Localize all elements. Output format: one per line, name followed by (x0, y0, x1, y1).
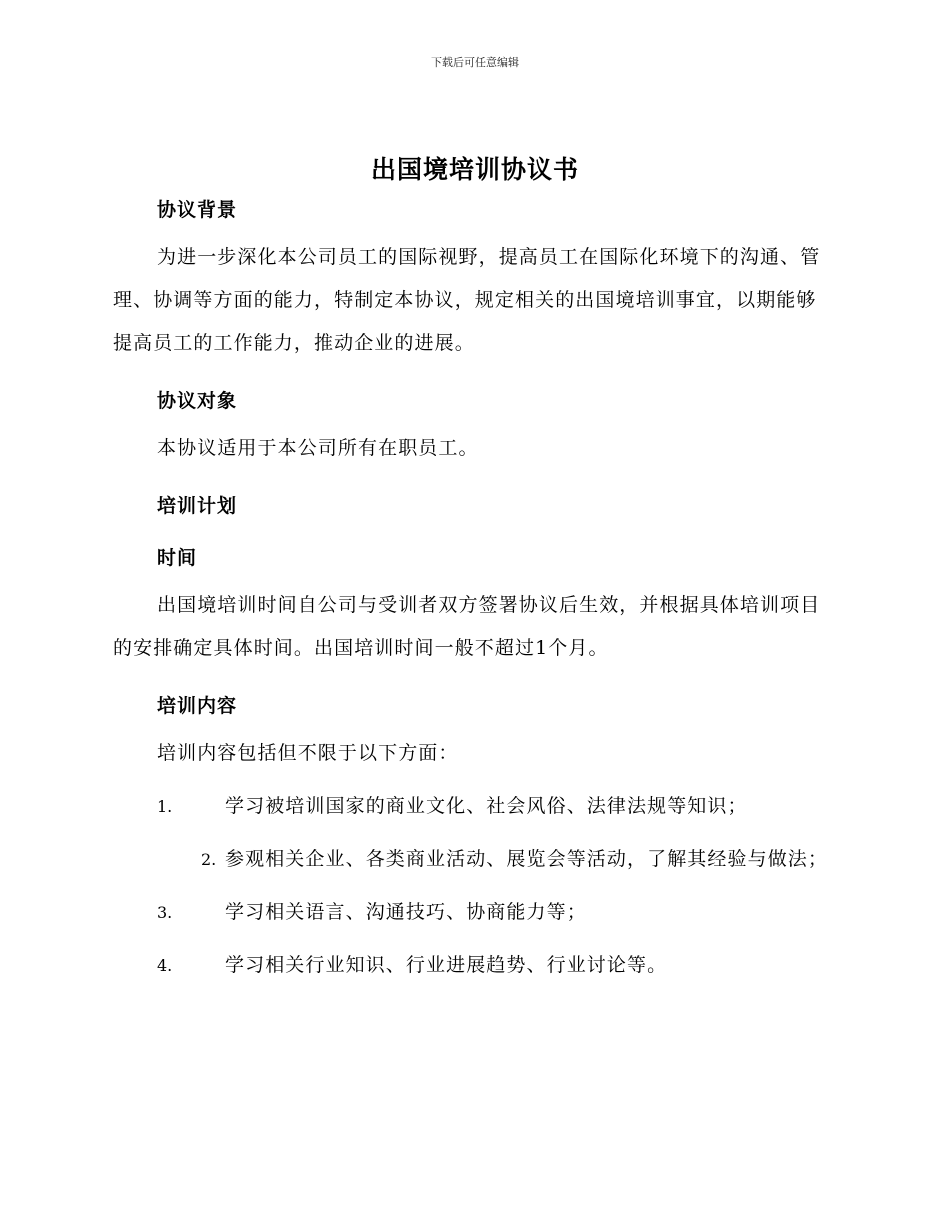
time-paragraph: 出国境培训时间自公司与受训者双方签署协议后生效，并根据具体培训项目的安排确定具体时间。出国培训时间一般不超过1个月。 (113, 594, 821, 659)
list-item-text: 参观相关企业、各类商业活动、展览会等活动，了解其经验与做法； (225, 848, 829, 870)
list-item-text: 学习被培训国家的商业文化、社会风俗、法律法规等知识； (225, 795, 748, 817)
page-header-note: 下载后可任意编辑 (431, 56, 519, 69)
document-title: 出国境培训协议书 (370, 155, 579, 184)
list-item-text: 学习相关语言、沟通技巧、协商能力等； (225, 901, 587, 923)
section-heading-plan: 培训计划 (157, 495, 238, 517)
target-paragraph: 本协议适用于本公司所有在职员工。 (157, 437, 479, 459)
list-item-text: 学习相关行业知识、行业进展趋势、行业讨论等。 (225, 954, 668, 976)
section-heading-content: 培训内容 (157, 695, 238, 717)
list-item-number: 3. (157, 903, 173, 922)
content-intro-paragraph: 培训内容包括但不限于以下方面： (157, 742, 459, 764)
list-item-number: 4. (157, 956, 173, 975)
background-paragraph: 为进一步深化本公司员工的国际视野，提高员工在国际化环境下的沟通、管理、协调等方面的能力，特制定本协议，规定相关的出国境培训事宜，以期能够提高员工的工作能力，推动企业的进展。 (113, 246, 821, 354)
list-item (113, 891, 835, 934)
list-item-number: 2. (201, 850, 217, 869)
section-heading-background: 协议背景 (157, 199, 238, 221)
section-heading-time: 时间 (157, 547, 198, 569)
list-item-number: 1. (157, 797, 173, 816)
section-heading-target: 协议对象 (157, 390, 238, 412)
list-item (113, 944, 835, 987)
list-item (113, 785, 835, 828)
document-body (113, 194, 835, 987)
list-item (113, 838, 835, 881)
